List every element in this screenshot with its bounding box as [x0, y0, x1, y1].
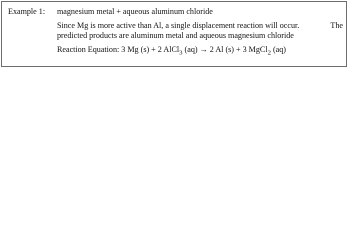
example-title: magnesium metal + aqueous aluminum chloride	[57, 7, 213, 16]
example-explanation	[57, 21, 343, 41]
example-content	[57, 7, 343, 59]
example-label: Example 1:	[8, 7, 46, 16]
equation-suffix: (aq)	[270, 45, 287, 54]
example-box	[1, 1, 347, 67]
equation-subscript-2: 2	[267, 49, 271, 57]
explanation-line-1	[57, 21, 343, 31]
reaction-equation	[57, 45, 343, 59]
equation-subscript-1: 3	[179, 49, 183, 57]
explanation-line-1-text: Since Mg is more active than Al, a single displacement reaction will occur.	[57, 21, 300, 30]
equation-prefix: Reaction Equation: 3 Mg (s) + 2 AlCl	[57, 45, 180, 54]
equation-middle: (aq) → 2 Al (s) + 3 MgCl	[182, 45, 268, 54]
explanation-line-2: predicted products are aluminum metal and aqueous magnesium chloride	[57, 31, 294, 40]
explanation-line-1-end: The	[330, 21, 343, 30]
